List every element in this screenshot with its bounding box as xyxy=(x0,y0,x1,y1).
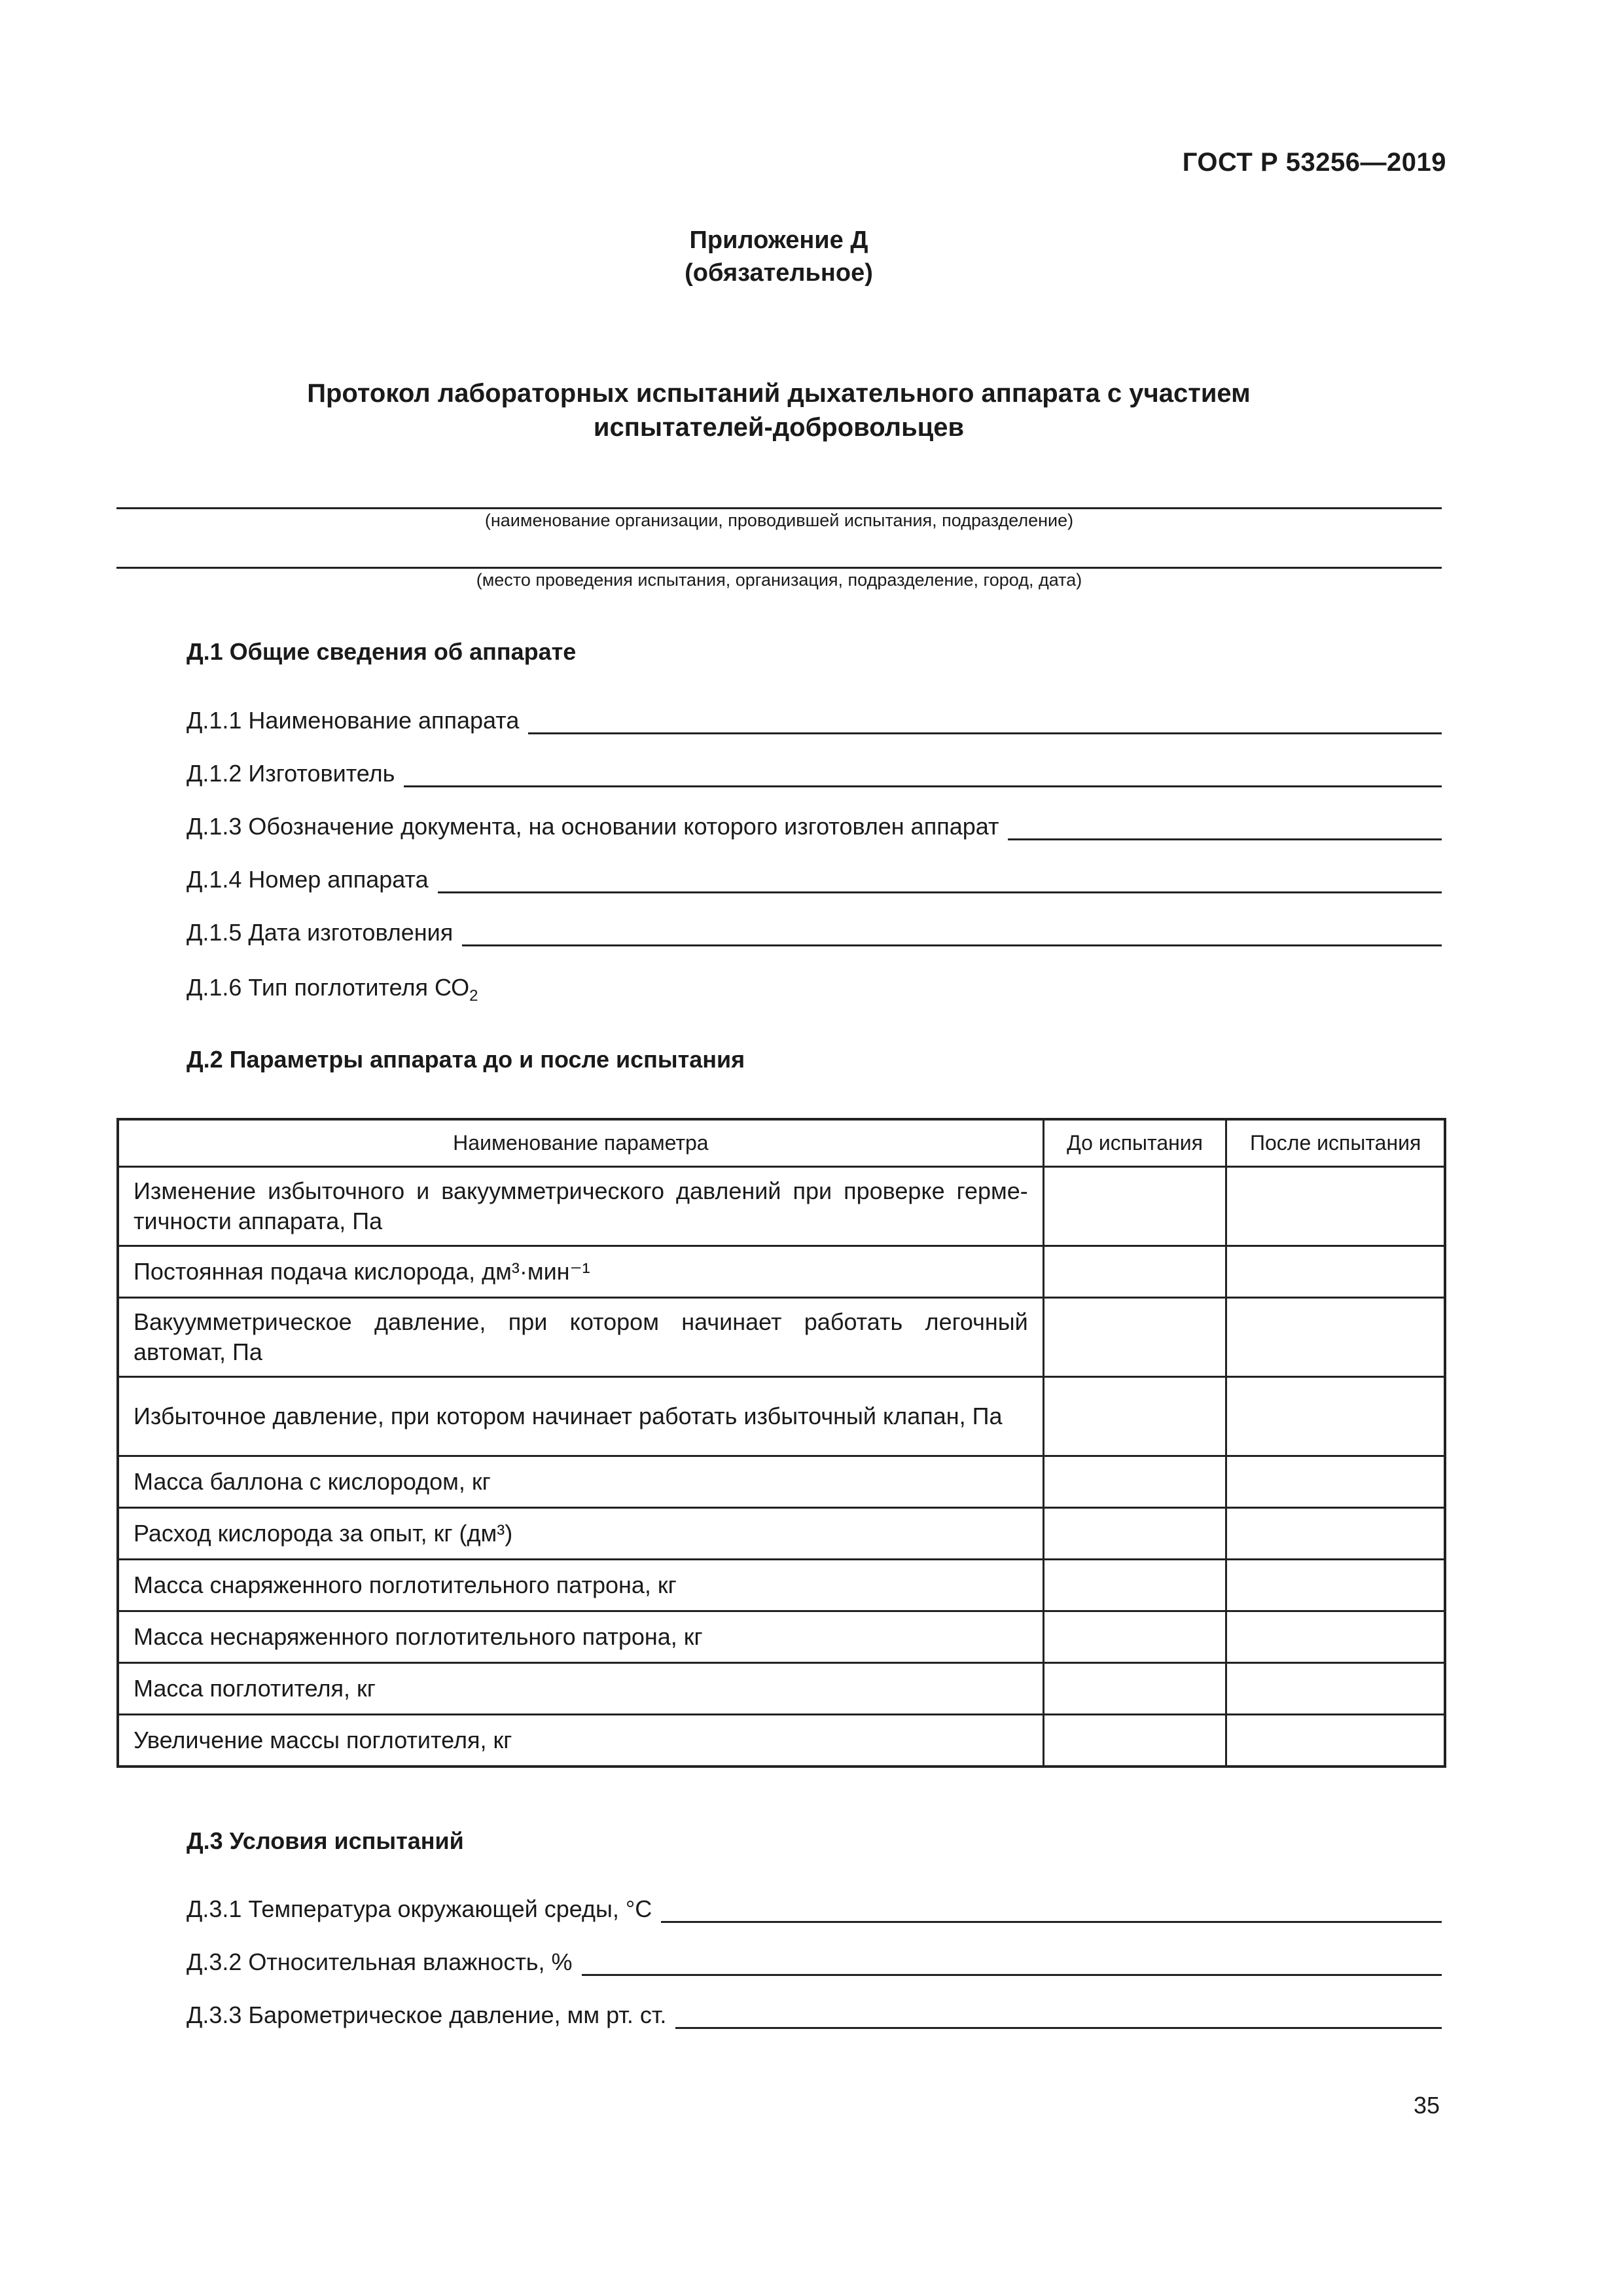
cell-after[interactable] xyxy=(1226,1715,1445,1767)
cell-before[interactable] xyxy=(1043,1508,1226,1560)
input-line[interactable] xyxy=(661,1897,1442,1923)
param-name: Расход кислорода за опыт, кг (дм³) xyxy=(118,1508,1043,1560)
place-caption: (место проведения испытания, организация, подразделение, город, дата) xyxy=(476,570,1082,590)
param-name: Масса неснаряженного поглотительного патрона, кг xyxy=(118,1611,1043,1663)
param-name: Увеличение массы поглотителя, кг xyxy=(118,1715,1043,1767)
appendix-title: Приложение Д xyxy=(689,226,868,254)
field-barometric-pressure[interactable] xyxy=(187,2001,1442,2029)
field-label: Д.1.4 Номер аппарата xyxy=(187,866,429,893)
field-label: Д.3.2 Относительная влажность, % xyxy=(187,1948,573,1975)
field-label: Д.1.3 Обозначение документа, на основании которого изготовлен аппарат xyxy=(187,813,999,840)
field-label: Д.3.1 Температура окружающей среды, °С xyxy=(187,1895,652,1922)
param-name: Масса поглотителя, кг xyxy=(118,1663,1043,1715)
cell-before[interactable] xyxy=(1043,1456,1226,1508)
table-row xyxy=(118,1377,1445,1456)
section-2-title: Д.2 Параметры аппарата до и после испытания xyxy=(187,1046,745,1073)
col-header-after: После испытания xyxy=(1226,1119,1445,1167)
cell-before[interactable] xyxy=(1043,1377,1226,1456)
cell-after[interactable] xyxy=(1226,1508,1445,1560)
cell-after[interactable] xyxy=(1226,1560,1445,1611)
cell-before[interactable] xyxy=(1043,1715,1226,1767)
field-label: Д.1.2 Изготовитель xyxy=(187,760,395,787)
cell-after[interactable] xyxy=(1226,1377,1445,1456)
organization-line[interactable] xyxy=(116,507,1442,509)
table-row xyxy=(118,1715,1445,1767)
param-name: Постоянная подача кислорода, дм³·мин⁻¹ xyxy=(118,1246,1043,1298)
field-label: Д.1.5 Дата изготовления xyxy=(187,919,454,946)
table-header-row xyxy=(118,1119,1445,1167)
co2-subscript: 2 xyxy=(469,987,478,1005)
cell-after[interactable] xyxy=(1226,1663,1445,1715)
field-label: Д.3.3 Барометрическое давление, мм рт. ст. xyxy=(187,2001,667,2028)
param-name: Избыточное давление, при котором начинает работать избыточный клапан, Па xyxy=(118,1377,1043,1456)
input-line[interactable] xyxy=(528,709,1442,734)
input-line[interactable] xyxy=(675,2003,1442,2029)
col-header-before: До испытания xyxy=(1043,1119,1226,1167)
input-line[interactable] xyxy=(1008,815,1442,840)
protocol-title xyxy=(118,376,1440,444)
appendix-status: (обязательное) xyxy=(685,259,873,287)
table-row xyxy=(118,1298,1445,1377)
field-absorber-type xyxy=(187,974,478,1005)
table-row xyxy=(118,1167,1445,1246)
field-relative-humidity[interactable] xyxy=(187,1948,1442,1976)
field-document[interactable] xyxy=(187,813,1442,840)
param-name: Вакуумметрическое давление, при котором начинает работать легочный автомат, Па xyxy=(118,1298,1043,1377)
field-manufacture-date[interactable] xyxy=(187,919,1442,946)
field-manufacturer[interactable] xyxy=(187,760,1442,787)
parameters-table xyxy=(116,1118,1446,1768)
input-line[interactable] xyxy=(462,921,1442,946)
input-line[interactable] xyxy=(438,868,1442,893)
organization-caption: (наименование организации, проводившей испытания, подразделение) xyxy=(484,511,1074,530)
cell-before[interactable] xyxy=(1043,1663,1226,1715)
cell-after[interactable] xyxy=(1226,1456,1445,1508)
table-row xyxy=(118,1246,1445,1298)
cell-after[interactable] xyxy=(1226,1611,1445,1663)
standard-designation: ГОСТ Р 53256—2019 xyxy=(1182,148,1446,177)
input-line[interactable] xyxy=(582,1950,1442,1976)
section-1-title: Д.1 Общие сведения об аппарате xyxy=(187,638,577,665)
page-number: 35 xyxy=(1413,2092,1440,2119)
place-line[interactable] xyxy=(116,567,1442,569)
field-device-number[interactable] xyxy=(187,866,1442,893)
param-name: Масса снаряженного поглотительного патрона, кг xyxy=(118,1560,1043,1611)
cell-before[interactable] xyxy=(1043,1246,1226,1298)
field-ambient-temperature[interactable] xyxy=(187,1895,1442,1923)
field-device-name[interactable] xyxy=(187,707,1442,734)
table-row xyxy=(118,1456,1445,1508)
cell-after[interactable] xyxy=(1226,1246,1445,1298)
cell-before[interactable] xyxy=(1043,1298,1226,1377)
param-name: Масса баллона с кислородом, кг xyxy=(118,1456,1043,1508)
protocol-title-line2: испытателей-добровольцев xyxy=(593,413,965,442)
section-3-title: Д.3 Условия испытаний xyxy=(187,1827,464,1854)
cell-before[interactable] xyxy=(1043,1611,1226,1663)
param-name: Изменение избыточного и вакуумметрического давлений при проверке герме-тичности аппарата, Па xyxy=(118,1167,1043,1246)
input-line[interactable] xyxy=(404,762,1442,787)
cell-after[interactable] xyxy=(1226,1167,1445,1246)
table-row xyxy=(118,1663,1445,1715)
field-label: Д.1.1 Наименование аппарата xyxy=(187,707,520,734)
cell-after[interactable] xyxy=(1226,1298,1445,1377)
cell-before[interactable] xyxy=(1043,1167,1226,1246)
table-row xyxy=(118,1508,1445,1560)
protocol-title-line1: Протокол лабораторных испытаний дыхательного аппарата с участием xyxy=(307,379,1251,408)
table-row xyxy=(118,1611,1445,1663)
cell-before[interactable] xyxy=(1043,1560,1226,1611)
field-label: Д.1.6 Тип поглотителя СО xyxy=(187,974,470,1001)
col-header-parameter: Наименование параметра xyxy=(118,1119,1043,1167)
table-row xyxy=(118,1560,1445,1611)
